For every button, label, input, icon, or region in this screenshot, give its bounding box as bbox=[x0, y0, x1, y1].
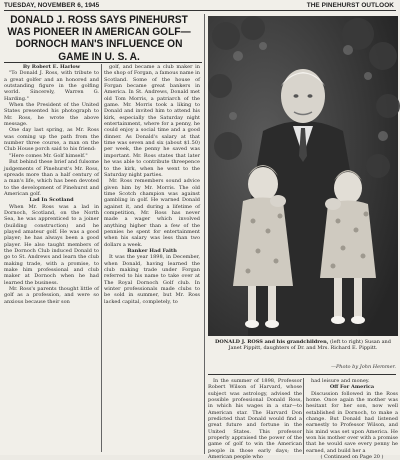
photo-ross-and-grandchildren bbox=[208, 16, 398, 336]
byline: By Robert E. Harlow bbox=[22, 64, 81, 70]
article-column-3 bbox=[208, 378, 302, 460]
paragraph: Discussion followed in the Ross home. Once again the mother was hesitant for her son, now well established in Dornoch, to make a change. But Donald had listened earnestly to Professor Wilson, and his mind was set upon America. He won his mother over with a promise that he would save every penny he earned, and build her a bbox=[306, 390, 398, 454]
paragraph: had leisure and money. bbox=[311, 378, 370, 384]
paragraph: It was the year 1898, in December, when Donald, having learned the club making trade under Forgan referred to his name to take over at The Royal Dornoch Golf club. In winter professionals made clubs to be sold in summer, but Mr. Ross lacked capital, completely, to bbox=[104, 254, 200, 305]
article-column-2 bbox=[104, 64, 200, 326]
continued-notice: ( Continued on Page 20 ) bbox=[320, 454, 384, 460]
headline-rule bbox=[4, 62, 202, 63]
article-column-4 bbox=[306, 378, 398, 460]
caption-text: (left to right) Susan and Janet Pippitt, daughters of Dr. and Mrs. Richard E. Pippitt. bbox=[228, 339, 391, 352]
paragraph: But behind these brief and fulsome judgements of Pinehurst's Mr. Ross, spreads more than a half century of a man's life, which has been devoted to the development of Pinehurst and American golf. bbox=[4, 159, 99, 197]
caption-rule bbox=[208, 374, 396, 375]
issue-date: TUESDAY, NOVEMBER 6, 1945 bbox=[4, 2, 100, 9]
paragraph: When Mr. Ross was a lad in Dornoch, Scotland, on the North Sea, he was apprenticed to a joiner (building construction) and he played amateur golf. He was a good player; he has always been a good player. He also taught members of the Dornoch Club induced Donald to go to St. Andrews and learn the club making trade, with a promise, to make him professional and club maker at Dornoch when he had learned the business. bbox=[4, 203, 99, 286]
column-divider bbox=[303, 378, 304, 454]
subhead-lad-in-scotland: Lad In Scotland bbox=[29, 197, 74, 204]
caption-lead: DONALD J. ROSS and his grandchildren, bbox=[215, 339, 329, 345]
paragraph: golf, and became a club maker in the shop of Forgan, a famous name in Scotland. Some of the house of Forgan became great bankers in America. In St. Andrews, Donald met old Tom Morris, a patriarch of the game. Mr. Morris took a liking to Donald and invited him to attend his kirk, especially the Saturday night entertainment, where for a penny, he could enjoy a social time and a good dinner. As Donald's salary at that time was seven and six (about $1.50) per week, the penny he saved was important. Mr. Ross states that later he was able to contribute threepence to the kirk, when he went to the Saturday night parties. bbox=[104, 64, 200, 178]
masthead-rule bbox=[4, 10, 396, 11]
paragraph: In the summer of 1898, Professor Robert Wilson of Harvard, whose subject was astrology, advised the possible professional Donald Ross, in which his wages in a star—to American star. The Harvard Don predicted that Donald would find a great future and fortune in the United States. This professor properly appraised the power of the game of golf to win the American people in those early days; the American people who bbox=[208, 378, 302, 460]
masthead bbox=[4, 1, 396, 10]
article-headline: DONALD J. ROSS SAYS PINEHURST WAS PIONEER IN AMERICAN GOLF—DORNOCH MAN'S INFLUENCE ON GAME IN U. S. A. bbox=[7, 14, 191, 63]
column-divider bbox=[204, 14, 205, 454]
paragraph: Mr. Ross's parents thought little of golf as a profession, and were so anxious because their son bbox=[4, 286, 99, 305]
article-column-1 bbox=[4, 64, 99, 452]
subhead-banker-had-faith: Banker Had Faith bbox=[127, 247, 177, 254]
paragraph: "To Donald J. Ross, with tribute to a great golfer and an honored and outstanding figure in the golfing world. Sincerely, Warren G. Harding." bbox=[4, 70, 99, 102]
paragraph: "Here comes Mr. Golf himself." bbox=[9, 152, 88, 159]
paragraph: One day last spring, as Mr. Ross was coming up the path from the number three course, a man on the Club House porch said to his friend: bbox=[4, 127, 99, 153]
column-divider bbox=[101, 64, 102, 452]
subhead-off-for-america: Off For America bbox=[329, 384, 375, 391]
paragraph: When the President of the United States presented his photograph to Mr. Ross, he wrote the above message. bbox=[4, 102, 99, 128]
photo-caption bbox=[208, 339, 398, 352]
paragraph: Mr. Ross remembers sound advice given him by Mr. Morris. The old time Scotch champion was against gambling in golf. He warned Donald against it, and during a lifetime of competition, Mr. Ross has never made a wager which involved anything higher than a few of the pennies he spent for entertainment when his salary was less than two dollars a week. bbox=[104, 178, 200, 248]
newspaper-name: THE PINEHURST OUTLOOK bbox=[306, 2, 394, 9]
photo-credit: —Photo by John Hemmer. bbox=[330, 364, 396, 370]
